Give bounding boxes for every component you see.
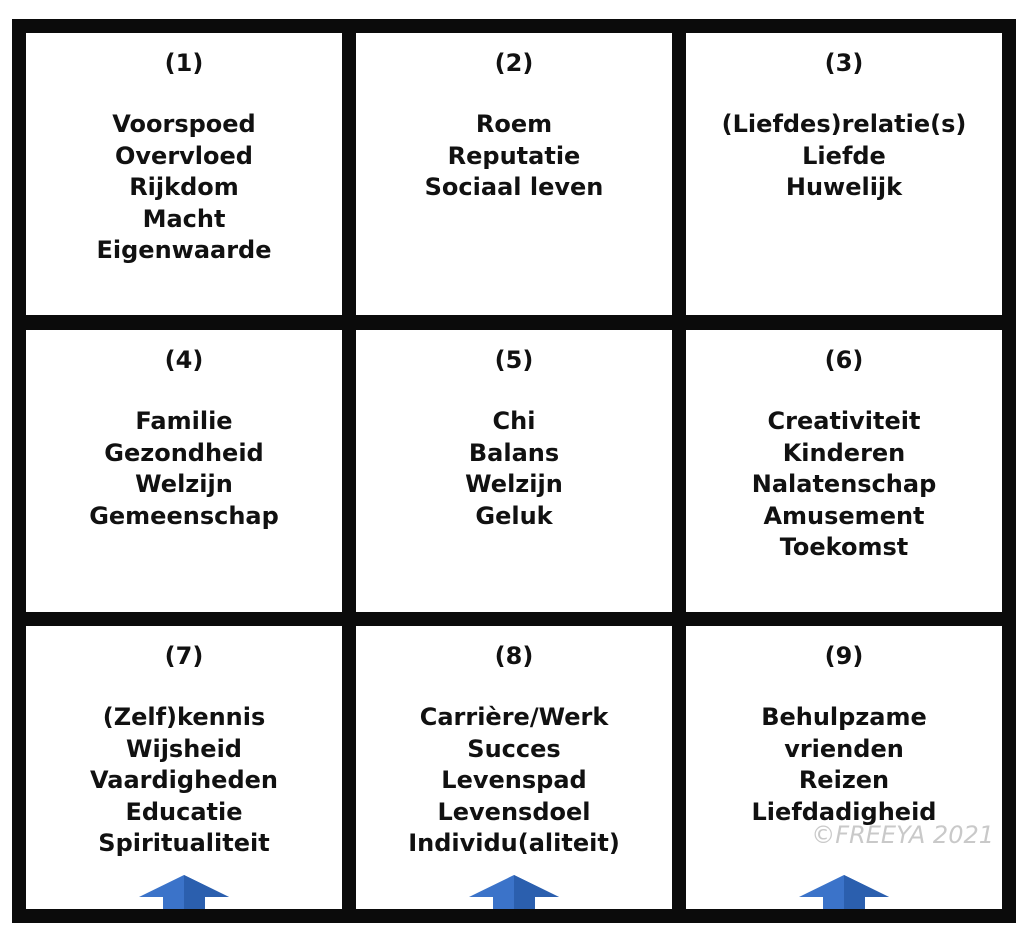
cell-8 [356, 626, 672, 909]
cell-line: Vaardigheden [90, 766, 278, 794]
cell-line: (Zelf)kennis [102, 703, 266, 731]
cell-line: Sociaal leven [424, 173, 604, 201]
cell-lines [356, 406, 672, 532]
cell-lines [686, 109, 1002, 204]
cell-lines [356, 109, 672, 204]
cell-line: Liefde [802, 141, 886, 170]
cell-3 [686, 33, 1002, 315]
cell-line: Welzijn [135, 470, 233, 498]
cell-line: (Liefdes)relatie(s) [721, 110, 967, 138]
cell-line: Wijsheid [126, 734, 242, 763]
cell-line: Reizen [798, 766, 890, 794]
cell-line: Welzijn [465, 470, 563, 498]
cell-line: Geluk [475, 501, 553, 530]
cell-line: Levenspad [441, 766, 587, 794]
cell-line: Liefdadigheid [751, 797, 937, 826]
cell-number: (3) [824, 49, 864, 77]
cell-number: (1) [164, 49, 204, 77]
cell-number: (6) [824, 346, 864, 374]
cell-line: Familie [135, 407, 233, 435]
cell-line: Chi [492, 407, 536, 435]
cell-line: Eigenwaarde [96, 236, 272, 264]
cell-line: Behulpzame [761, 703, 927, 731]
cell-lines [686, 406, 1002, 564]
cell-4 [26, 330, 342, 612]
cell-line: Gemeenschap [89, 501, 279, 530]
cell-lines [686, 702, 1002, 828]
cell-number: (4) [164, 346, 204, 374]
cell-line: Nalatenschap [751, 470, 937, 498]
cell-lines [26, 702, 342, 860]
cell-5 [356, 330, 672, 612]
cell-line: Carrière/Werk [419, 703, 609, 731]
cell-line: Macht [142, 204, 226, 233]
cell-lines [26, 406, 342, 532]
cell-line: Toekomst [779, 533, 909, 561]
cell-9 [686, 626, 1002, 909]
cell-number: (5) [494, 346, 534, 374]
cell-lines [356, 702, 672, 860]
cell-number: (7) [164, 642, 204, 670]
cell-line: Spiritualiteit [98, 829, 270, 857]
cell-number: (8) [494, 642, 534, 670]
cell-line: Gezondheid [104, 438, 264, 467]
cell-line: Levensdoel [437, 797, 591, 826]
up-arrow-icon [139, 875, 229, 909]
cell-line: Amusement [763, 501, 925, 530]
cell-line: Voorspoed [112, 110, 256, 138]
up-arrow-icon [799, 875, 889, 909]
cell-line: Educatie [125, 797, 243, 826]
cell-line: Creativiteit [767, 407, 921, 435]
cell-line: Rijkdom [129, 173, 239, 201]
cell-line: Overvloed [115, 141, 253, 170]
cell-1 [26, 33, 342, 315]
bagua-grid [12, 19, 1016, 923]
cell-lines [26, 109, 342, 267]
cell-line: Huwelijk [785, 173, 903, 201]
copyright-watermark: ©FREEYA 2021 [811, 821, 994, 849]
cell-number: (9) [824, 642, 864, 670]
cell-line: Kinderen [782, 438, 906, 467]
cell-6 [686, 330, 1002, 612]
cell-line: vrienden [784, 734, 904, 763]
cell-line: Succes [467, 734, 561, 763]
cell-7 [26, 626, 342, 909]
cell-line: Balans [468, 438, 560, 467]
cell-number: (2) [494, 49, 534, 77]
cell-2 [356, 33, 672, 315]
cell-line: Individu(aliteit) [408, 829, 620, 857]
cell-line: Reputatie [447, 141, 581, 170]
up-arrow-icon [469, 875, 559, 909]
cell-line: Roem [475, 110, 553, 138]
